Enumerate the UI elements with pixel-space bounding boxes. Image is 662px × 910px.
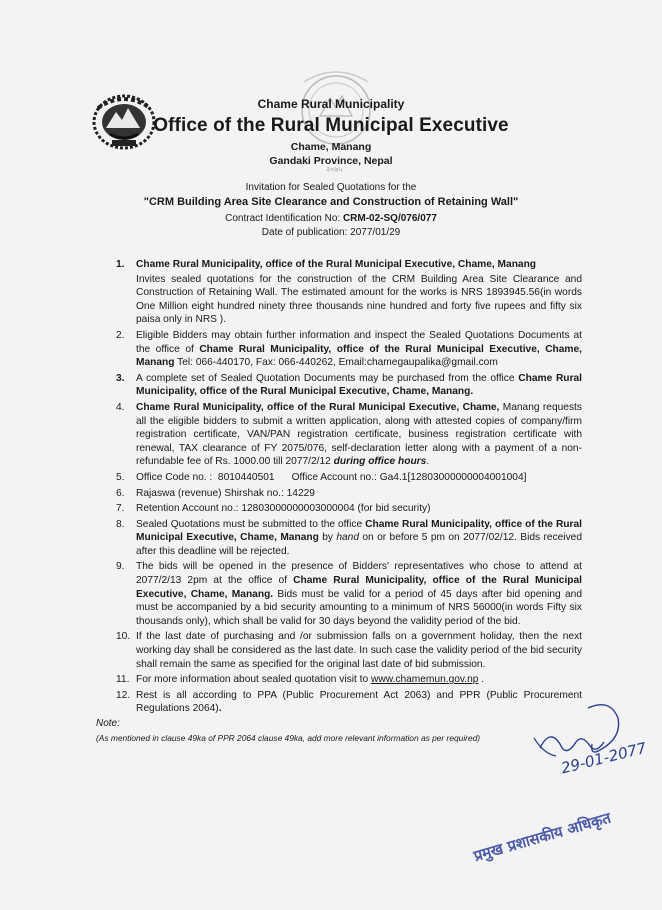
contract-id: Contract Identification No: CRM-02-SQ/076/077 [225,213,437,224]
website-link[interactable]: www.chamemun.gov.np [371,674,479,686]
note-text: (As mentioned in clause 49ka of PPR 2064 clause 49ka, add more relevant information as per required) [96,733,481,743]
publication-date: Date of publication: 2077/01/29 [261,227,401,238]
list-item: 4. Chame Rural Municipality, office of the Rural Municipal Executive, Chame, Manang requests all the eligible bidders to submit a written application, along with attested copies of company/firm registration certificate, VAN/PAN registration certificate, business registration certificate with renewal, TAX clearance of FY 2075/076, self-declaration letter along with a payment of a non-refundable fee of Rs. 1000.00 till 2077/2/12 during office hours. [116,401,582,468]
list-item: 7. Retention Account no.: 12803000000003000004 (for bid security) [116,503,431,515]
officer-stamp: प्रमुख प्रशासकीय अधिकृत [471,808,613,866]
official-signature [471,698,660,866]
invitation-title: "CRM Building Area Site Clearance and Construction of Retaining Wall" [143,196,519,208]
address-line-1: Chame, Manang [290,141,372,153]
list-item: 2. Eligible Bidders may obtain further information and inspect the Sealed Quotations Documents at the office of Chame Rural Municipality, office of the Rural Municipal Executive, Chame, Manang Tel: 066-440170, Fax: 066-440262, Email:chamegaupalika@gmail.com [116,329,582,369]
list-item: 1. Chame Rural Municipality, office of the Rural Municipal Executive, Chame, Manang [116,259,537,270]
list-item: 6. Rajaswa (revenue) Shirshak no.: 14229 [116,487,315,499]
list-item: 3. A complete set of Sealed Quotation Documents may be purchased from the office Chame Rural Municipality, office of the Rural Municipal Executive, Chame, Manang. [116,372,582,398]
note-label: Note: [96,718,120,729]
seal-year: २०७५ [326,165,343,174]
list-item: 10. If the last date of purchasing and /or submission falls on a government holiday, then the next working day shall be considered as the last date. In such case the validity period of the bid security shall remain the same as specified for the original last date of bid submission. [116,631,582,670]
list-item: 5. Office Code no. : 8010440501 Office Account no.: Ga4.1[12803000000004001004] [116,471,527,483]
invitation-intro: Invitation for Sealed Quotations for the [245,182,417,193]
notice-items-list [116,258,582,718]
municipality-name: Chame Rural Municipality [257,97,405,111]
office-title: Office of the Rural Municipal Executive [153,115,509,136]
list-item: 8. Sealed Quotations must be submitted to the office Chame Rural Municipality, office of the Rural Municipal Executive, Chame, Manang by hand on or before 5 pm on 2077/02/12. Bids received after this deadline will be rejected. [116,518,582,557]
list-item: 12. Rest is all according to PPA (Public Procurement Act 2063) and PPR (Public Procurement Regulations 2064). [116,689,582,715]
list-item: 11. For more information about sealed quotation visit to www.chamemun.gov.np . [116,674,485,686]
list-item-continuation: Invites sealed quotations for the construction of the CRM Building Area Site Clearance and Construction of Retaining Wall. The estimated amount for the works is NRS 1893945.56(in words One Million eight hundred ninety three thousands nine hundred and forty five rupees and fifty six paisa only in NRS ). [136,273,582,326]
list-item: 9. The bids will be opened in the presence of Bidders' representatives who chose to attend at 2077/2/13 2pm at the office of Chame Rural Municipality, office of the Rural Municipal Executive, Chame, Manang. Bids must be valid for a period of 45 days after bid opening and must be accompanied by a bid security amounting to a minimum of NRS 56000(in words Fifty six thousands only), which shall be valid for 30 days beyond the validity period of the bid. [116,561,582,627]
address-line-2: Gandaki Province, Nepal [269,155,393,167]
signature-date: 29-01-2077 [559,738,649,778]
